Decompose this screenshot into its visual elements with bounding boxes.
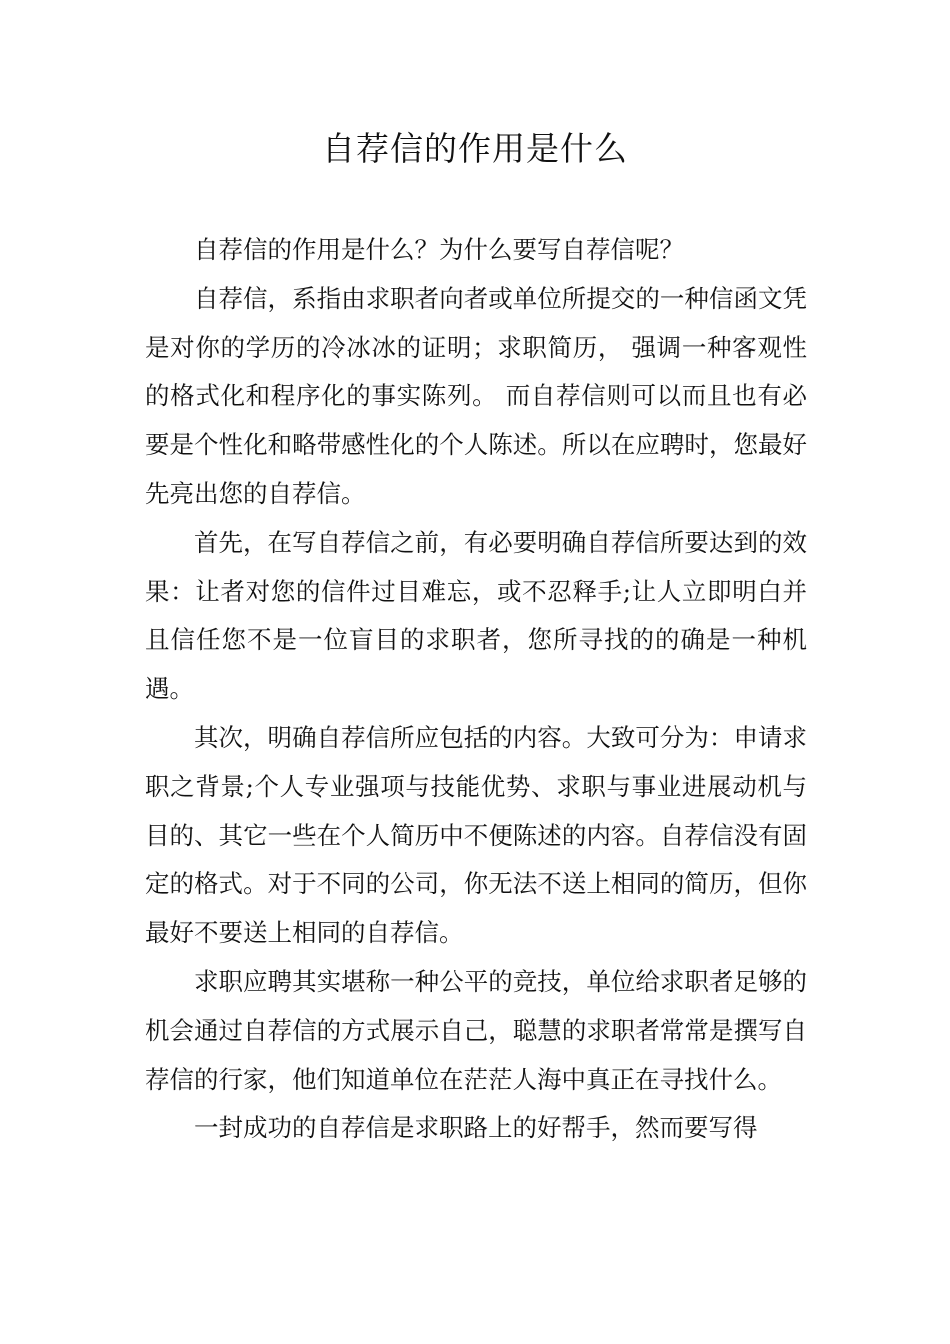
paragraph: 一封成功的自荐信是求职路上的好帮手，然而要写得 [194, 1113, 758, 1143]
paragraph: 自荐信，系指由求职者向者或单位所提交的一种信函文凭是对你的学历的冷冰冰的证明；求职简历， 强调一种客观性的格式化和程序化的事实陈列。 而自荐信则可以而且也有必要是个性化和略带感性化的个人陈述。所以在应聘时，您最好先亮出您的自荐信。 [145, 283, 807, 508]
document-body [145, 226, 807, 1153]
paragraph: 首先，在写自荐信之前，有必要明确自荐信所要达到的效果：让者对您的信件过目难忘，或不忍释手;让人立即明白并且信任您不是一位盲目的求职者，您所寻找的的确是一种机遇。 [145, 527, 807, 704]
paragraph: 求职应聘其实堪称一种公平的竞技，单位给求职者足够的机会通过自荐信的方式展示自己，聪慧的求职者常常是撰写自荐信的行家，他们知道单位在茫茫人海中真正在寻找什么。 [145, 966, 807, 1094]
document-title: 自荐信的作用是什么 [322, 129, 628, 168]
paragraph: 自荐信的作用是什么？为什么要写自荐信呢？ [194, 235, 684, 264]
paragraph: 其次，明确自荐信所应包括的内容。大致可分为：申请求职之背景;个人专业强项与技能优势、求职与事业进展动机与目的、其它一些在个人简历中不便陈述的内容。自荐信没有固定的格式。对于不同的公司，你无法不送上相同的简历，但你最好不要送上相同的自荐信。 [145, 722, 807, 948]
